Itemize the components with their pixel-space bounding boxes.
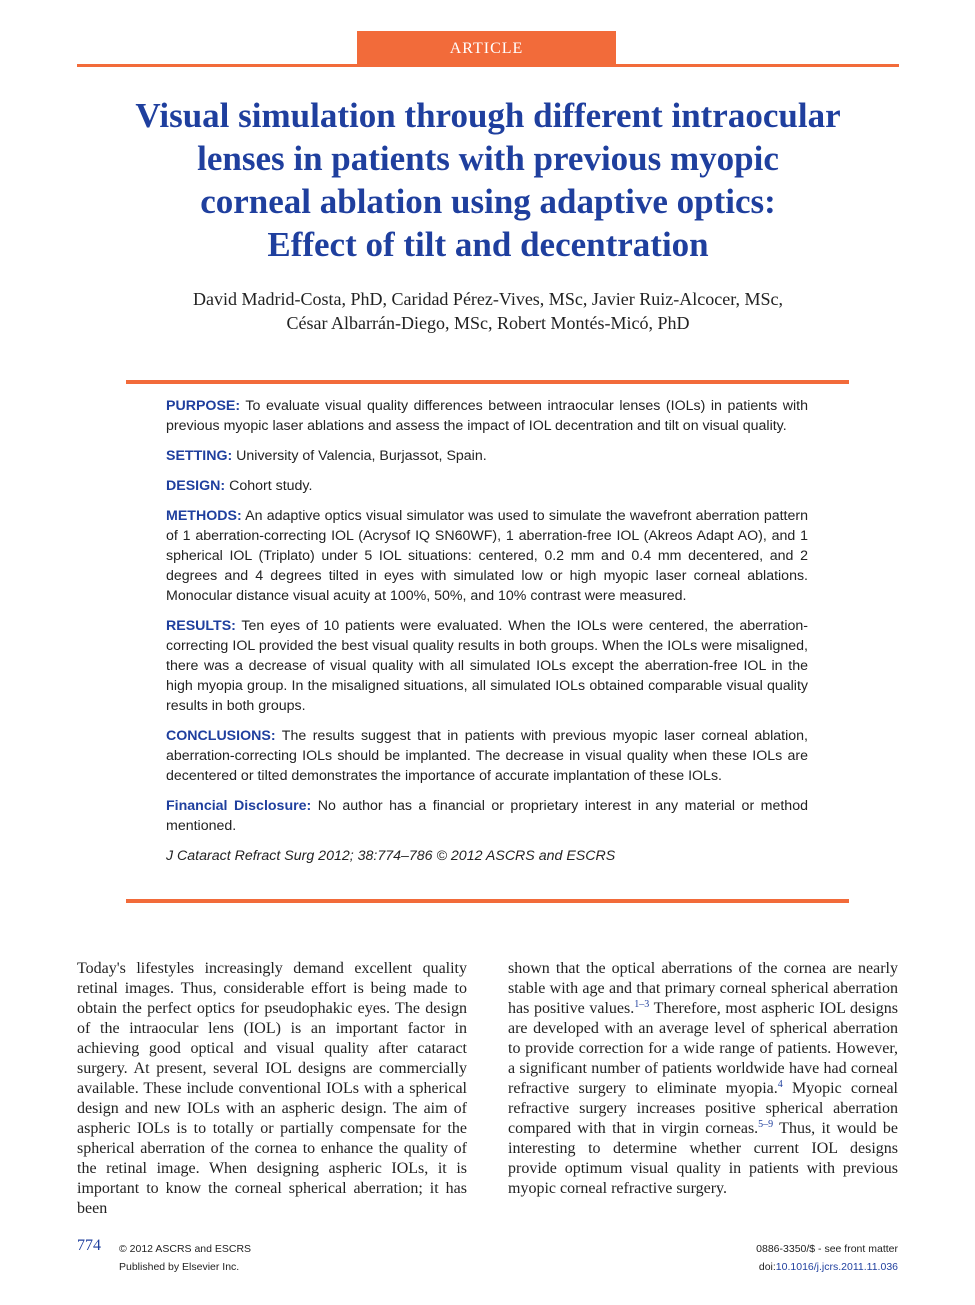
- footer-publisher: Published by Elsevier Inc.: [119, 1261, 240, 1273]
- disclosure-label: Financial Disclosure:: [166, 798, 312, 814]
- setting-label: SETTING:: [166, 448, 233, 464]
- page-number: 774: [77, 1237, 101, 1254]
- author-list: [77, 287, 899, 335]
- article-type-tag: ARTICLE: [357, 31, 616, 65]
- reference-link-5-9[interactable]: 5–9: [758, 1119, 774, 1130]
- body-right-text-b: Therefore, most aspheric IOL designs are developed with an average level of spherical aberration to provide correction for a wide range of patients. However, a significant number of patients worldwide have had corneal refractive surgery to eliminate myopia.: [508, 1000, 898, 1097]
- title-line-3: corneal ablation using adaptive optics:: [200, 182, 776, 221]
- footer-doi: [756, 1258, 898, 1276]
- abstract-methods: [166, 506, 808, 606]
- results-text: Ten eyes of 10 patients were evaluated. When the IOLs were centered, the aberration-correcting IOL provided the best visual quality results in both groups. When the IOLs were misaligned, there was a decrease of visual quality with all simulated IOLs except the aberration-free IOL in the high myopia group. In the misaligned situations, all simulated IOLs obtained comparable visual quality results in both groups.: [166, 618, 808, 714]
- authors-line-1: David Madrid-Costa, PhD, Caridad Pérez-Vives, MSc, Javier Ruiz-Alcocer, MSc,: [192, 289, 784, 309]
- abstract-conclusions: [166, 726, 808, 786]
- setting-text: University of Valencia, Burjassot, Spain.: [236, 448, 487, 464]
- reference-link-4[interactable]: 4: [777, 1079, 783, 1090]
- footer-copyright: © 2012 ASCRS and ESCRS: [119, 1243, 252, 1255]
- abstract-design: [166, 476, 808, 496]
- title-line-4: Effect of tilt and decentration: [267, 225, 709, 264]
- abstract-purpose: [166, 396, 808, 436]
- methods-text: An adaptive optics visual simulator was used to simulate the wavefront aberration pattern of 1 aberration-correcting IOL (Acrysof IQ SN60WF), 1 aberration-free IOL (Akreos Adapt AO), and 1 spherical IOL (Triplato) under 5 IOL situations: centered, 0.2 mm and 0.4 mm decentered, and 2 degrees and 4 degrees tilted in eyes with simulated low or high myopic laser corneal ablations. Monocular distance visual acuity at 100%, 50%, and 10% contrast were measured.: [166, 508, 808, 604]
- body-column-right: [508, 959, 898, 1199]
- purpose-text: To evaluate visual quality differences between intraocular lenses (IOLs) in patients with previous myopic laser ablations and assess the impact of IOL decentration and tilt on visual quality.: [166, 398, 808, 434]
- abstract-setting: [166, 446, 808, 466]
- body-paragraph-right: [508, 959, 898, 1199]
- doi-prefix: doi:: [758, 1261, 776, 1273]
- footer-left: [119, 1240, 251, 1276]
- abstract-top-rule: [126, 380, 849, 384]
- title-line-1: Visual simulation through different intraocular: [135, 96, 841, 135]
- methods-label: METHODS:: [166, 508, 242, 524]
- authors-line-2: César Albarrán-Diego, MSc, Robert Montés-Micó, PhD: [286, 313, 690, 333]
- design-text: Cohort study.: [229, 478, 313, 494]
- body-column-left: [77, 959, 467, 1219]
- footer-right: [756, 1240, 898, 1276]
- design-label: DESIGN:: [166, 478, 226, 494]
- reference-link-1-3[interactable]: 1–3: [634, 999, 650, 1010]
- article-title: [77, 94, 899, 266]
- body-paragraph-left: Today's lifestyles increasingly demand excellent quality retinal images. Thus, considerable effort is being made to obtain the perfect optics for pseudophakic eyes. The design of the intraocular lens (IOL) is an important factor in achieving good optical and visual quality after cataract surgery. At present, several IOL designs are commercially available. These include conventional IOLs with a spherical design and new IOLs with an aspheric design. The aim of aspheric IOLs is to totally or partially compensate for the spherical aberration of the cornea to enhance the quality of the retinal image. When designing aspheric IOLs, it is important to know the corneal spherical aberration; it has been: [77, 960, 467, 1217]
- journal-citation: J Cataract Refract Surg 2012; 38:774–786 © 2012 ASCRS and ESCRS: [166, 848, 616, 864]
- title-line-2: lenses in patients with previous myopic: [197, 139, 779, 178]
- conclusions-label: CONCLUSIONS:: [166, 728, 276, 744]
- header-rule: [77, 64, 899, 67]
- conclusions-text: The results suggest that in patients with previous myopic laser corneal ablation, aberration-correcting IOLs should be implanted. The decrease in visual quality when these IOLs are decentered or tilted demonstrates the importance of accurate implantation of these IOLs.: [166, 728, 808, 784]
- abstract-disclosure: [166, 796, 808, 836]
- results-label: RESULTS:: [166, 618, 236, 634]
- disclosure-text: No author has a financial or proprietary interest in any material or method mentioned.: [166, 798, 808, 834]
- purpose-label: PURPOSE:: [166, 398, 241, 414]
- abstract: [166, 396, 808, 876]
- body-right-text-d: Thus, it would be interesting to determine whether current IOL designs provide optimum visual quality in patients with previous myopic corneal refractive surgery.: [508, 1120, 899, 1197]
- body-right-text-a: shown that the optical aberrations of the cornea are nearly stable with age and that primary corneal spherical aberration has positive values.: [508, 960, 898, 1017]
- abstract-results: [166, 616, 808, 716]
- doi-link[interactable]: 10.1016/j.jcrs.2011.11.036: [775, 1261, 898, 1273]
- body-right-text-c: Myopic corneal refractive surgery increases positive spherical aberration compared with that in virgin corneas.: [508, 1080, 898, 1137]
- footer-issn: 0886-3350/$ - see front matter: [756, 1243, 898, 1255]
- abstract-bottom-rule: [126, 899, 849, 903]
